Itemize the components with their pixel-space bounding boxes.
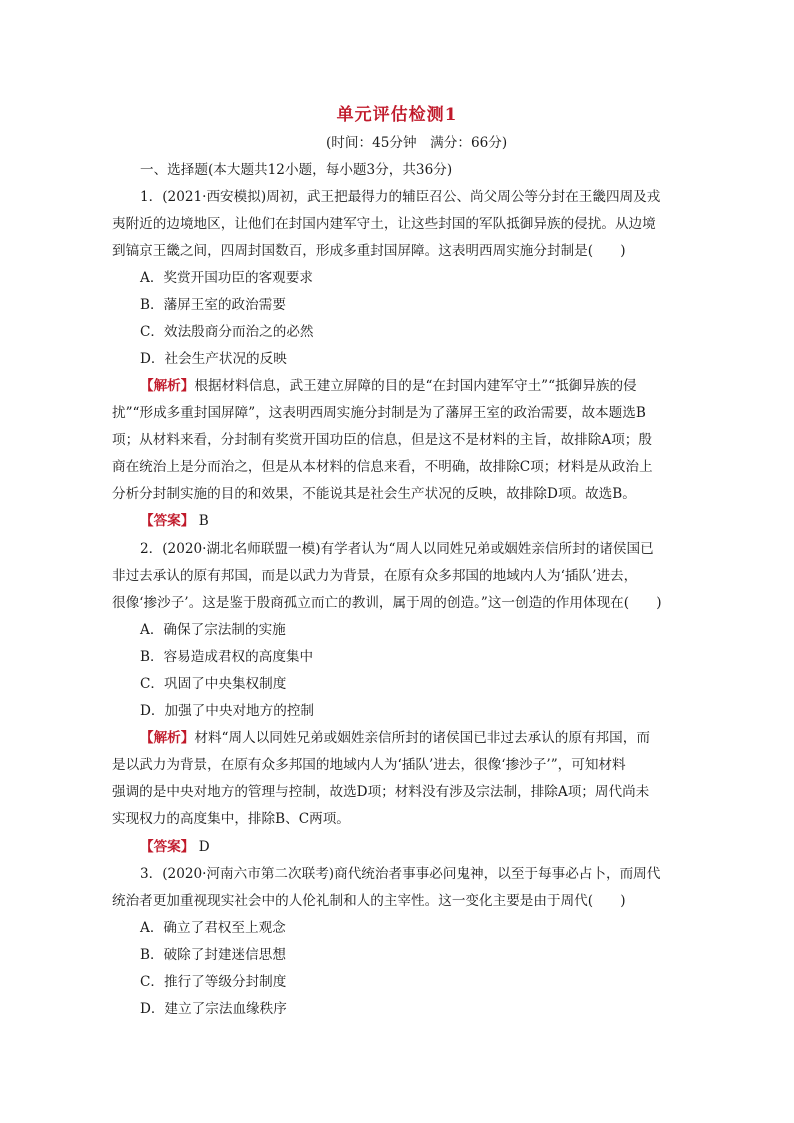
- question-stem-line: 1．(2021·西安模拟)周初，武王把最得力的辅臣召公、尚父周公等分封在王畿四周及戎: [140, 189, 661, 205]
- analysis-label: 【解析】: [140, 730, 195, 746]
- option-b: B．容易造成君权的高度集中: [140, 649, 314, 665]
- analysis-text: 材料“周人以同姓兄弟或姻姓亲信所封的诸侯国已非过去承认的原有邦国，而: [194, 730, 650, 746]
- option-c: C．推行了等级分封制度: [140, 974, 287, 990]
- option-d: D．社会生产状况的反映: [140, 351, 287, 367]
- question-stem-line: 夷附近的边境地区，让他们在封国内建军守土，让这些封国的军队抵御异族的侵扰。从边境: [112, 216, 656, 232]
- analysis-line: [140, 376, 637, 396]
- option-c: C．效法殷商分而治之的必然: [140, 324, 314, 340]
- option-d: D．加强了中央对地方的控制: [140, 703, 315, 719]
- analysis-text: 根据材料信息，武王建立屏障的目的是“在封国内建军守土”“抵御异族的侵: [194, 378, 637, 394]
- analysis-line: 项；从材料来看，分封制有奖赏开国功臣的信息，但是这不是材料的主旨，故排除A项；殷: [112, 432, 652, 448]
- option-a: A．确保了宗法制的实施: [140, 622, 286, 638]
- option-a: A．奖赏开国功臣的客观要求: [140, 270, 313, 286]
- option-b: B．藩屏王室的政治需要: [140, 297, 286, 313]
- analysis-line: 商在统治上是分而治之，但是从本材料的信息来看，不明确，故排除C项；材料是从政治上: [112, 459, 653, 475]
- answer-value: B: [198, 513, 209, 529]
- option-a: A．确立了君权至上观念: [140, 920, 286, 936]
- answer-line: [140, 837, 210, 857]
- document-subtitle: (时间：45分钟 满分：66分): [326, 135, 508, 151]
- answer-line: [140, 511, 209, 531]
- option-b: B．破除了封建迷信思想: [140, 947, 286, 963]
- analysis-line: 是以武力为背景，在原有众多邦国的地域内人为‘插队’进去，很像‘掺沙子’”，可知材料: [112, 757, 626, 773]
- question-stem-line: 3．(2020·河南六市第二次联考)商代统治者事事必问鬼神，以至于每事必占卜，而周代: [140, 866, 661, 882]
- analysis-line: [140, 728, 650, 748]
- question-stem-line: 统治者更加重视现实社会中的人伦礼制和人的主宰性。这一变化主要是由于周代( ): [112, 893, 626, 909]
- question-stem-line: 2．(2020·湖北名师联盟一模)有学者认为“周人以同姓兄弟或姻姓亲信所封的诸侯国已: [140, 541, 654, 557]
- answer-value: D: [198, 839, 210, 855]
- analysis-line: 实现权力的高度集中，排除B、C两项。: [112, 811, 350, 827]
- analysis-line: 扰”“形成多重封国屏障”，这表明西周实施分封制是为了藩屏王室的政治需要，故本题选B: [112, 405, 646, 421]
- question-stem-line: 到镐京王畿之间，四周封国数百，形成多重封国屏障。这表明西周实施分封制是( ): [112, 243, 626, 259]
- question-stem-line: 非过去承认的原有邦国，而是以武力为背景，在原有众多邦国的地域内人为‘插队’进去，: [112, 568, 638, 584]
- section-heading: 一、选择题(本大题共12小题，每小题3分，共36分): [140, 162, 453, 178]
- option-c: C．巩固了中央集权制度: [140, 676, 287, 692]
- document-title: 单元评估检测1: [336, 105, 458, 125]
- answer-label: 【答案】: [140, 839, 195, 855]
- analysis-line: 分析分封制实施的目的和效果，不能说其是社会生产状况的反映，故排除D项。故选B。: [112, 486, 636, 502]
- option-d: D．建立了宗法血缘秩序: [140, 1001, 287, 1017]
- answer-label: 【答案】: [140, 513, 195, 529]
- analysis-label: 【解析】: [140, 378, 195, 394]
- question-stem-line: 很像‘掺沙子’。这是鉴于殷商孤立而亡的教训，属于周的创造。”这一创造的作用体现在( ): [112, 595, 662, 611]
- analysis-line: 强调的是中央对地方的管理与控制，故选D项；材料没有涉及宗法制，排除A项；周代尚未: [112, 784, 650, 800]
